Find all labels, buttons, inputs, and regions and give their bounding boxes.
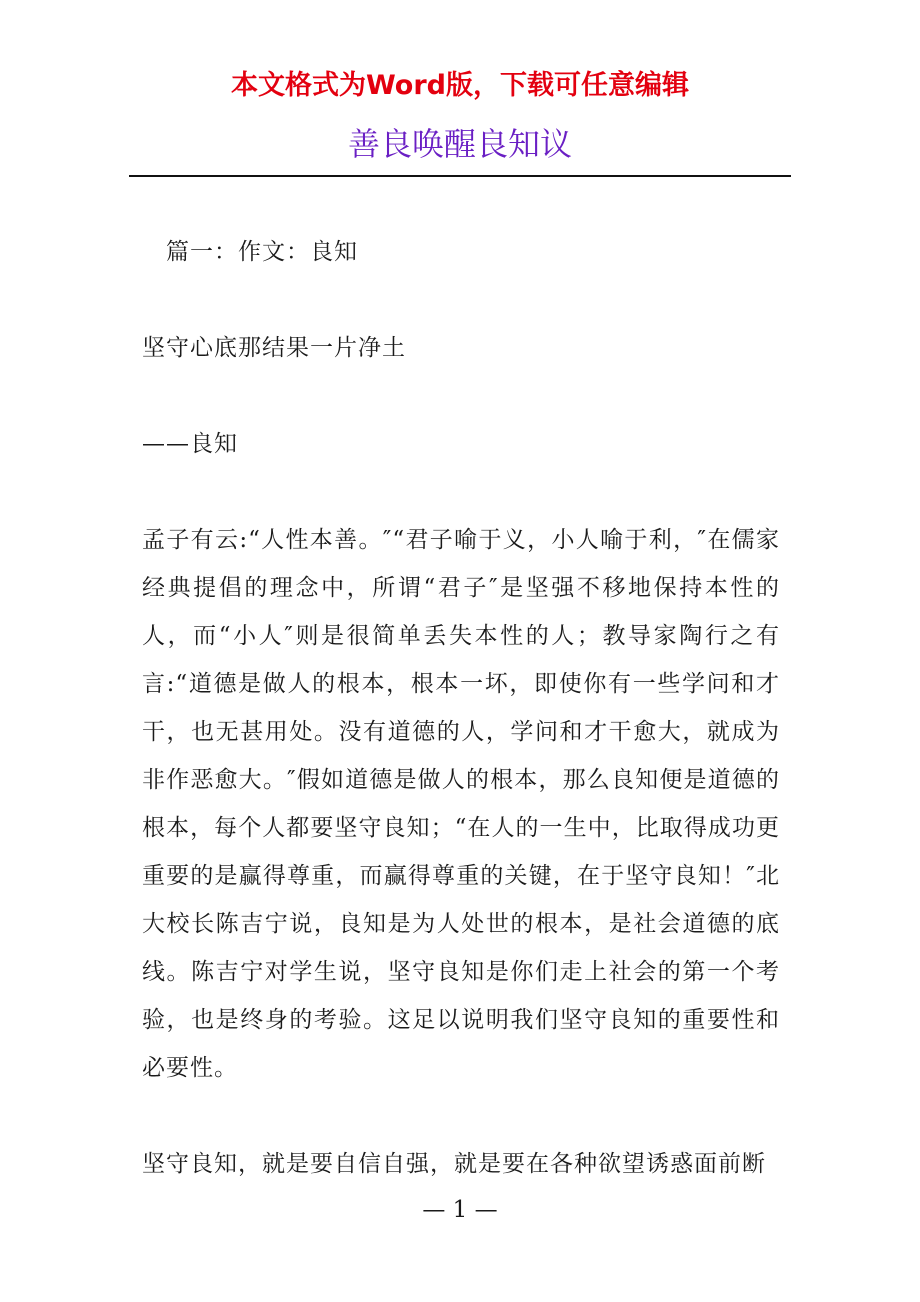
body-paragraph: 孟子有云:“人性本善。″“君子喻于义，小人喻于利，″在儒家经典提倡的理念中，所谓“君子″是坚强不移地保持本性的人，而“小人″则是很简单丢失本性的人；教导家陶行之有言:“道德是做人的根本，根本一坏，即使你有一些学问和才干，也无甚用处。没有道德的人，学问和才干愈大，就成为非作恶愈大。″假如道德是做人的根本，那么良知便是道德的根本，每个人都要坚守良知；“在人的一生中，比取得成功更重要的是赢得尊重，而赢得尊重的关键，在于坚守良知！″北大校长陈吉宁说，良知是为人处世的根本，是社会道德的底线。陈吉宁对学生说，坚守良知是你们走上社会的第一个考验，也是终身的考验。这足以说明我们坚守良知的重要性和必要性。 [142,527,780,1081]
format-notice-banner: 本文格式为Word版，下载可任意编辑 [230,70,689,101]
spacer [142,276,780,324]
spacer [142,372,780,420]
essay-title: 坚守心底那结果一片净土 [142,335,406,361]
section-heading: 篇一：作文：良知 [166,239,358,265]
document-title: 善良唤醒良知议 [347,125,572,163]
spacer [142,468,780,516]
document-body [142,228,780,1188]
spacer [142,1092,780,1140]
body-paragraph: 坚守良知，就是要自信自强，就是要在各种欲望诱惑面前断 [142,1151,766,1177]
essay-byline: ——良知 [142,431,238,457]
page-number: — 1 — [422,1197,498,1223]
title-divider [129,175,791,177]
